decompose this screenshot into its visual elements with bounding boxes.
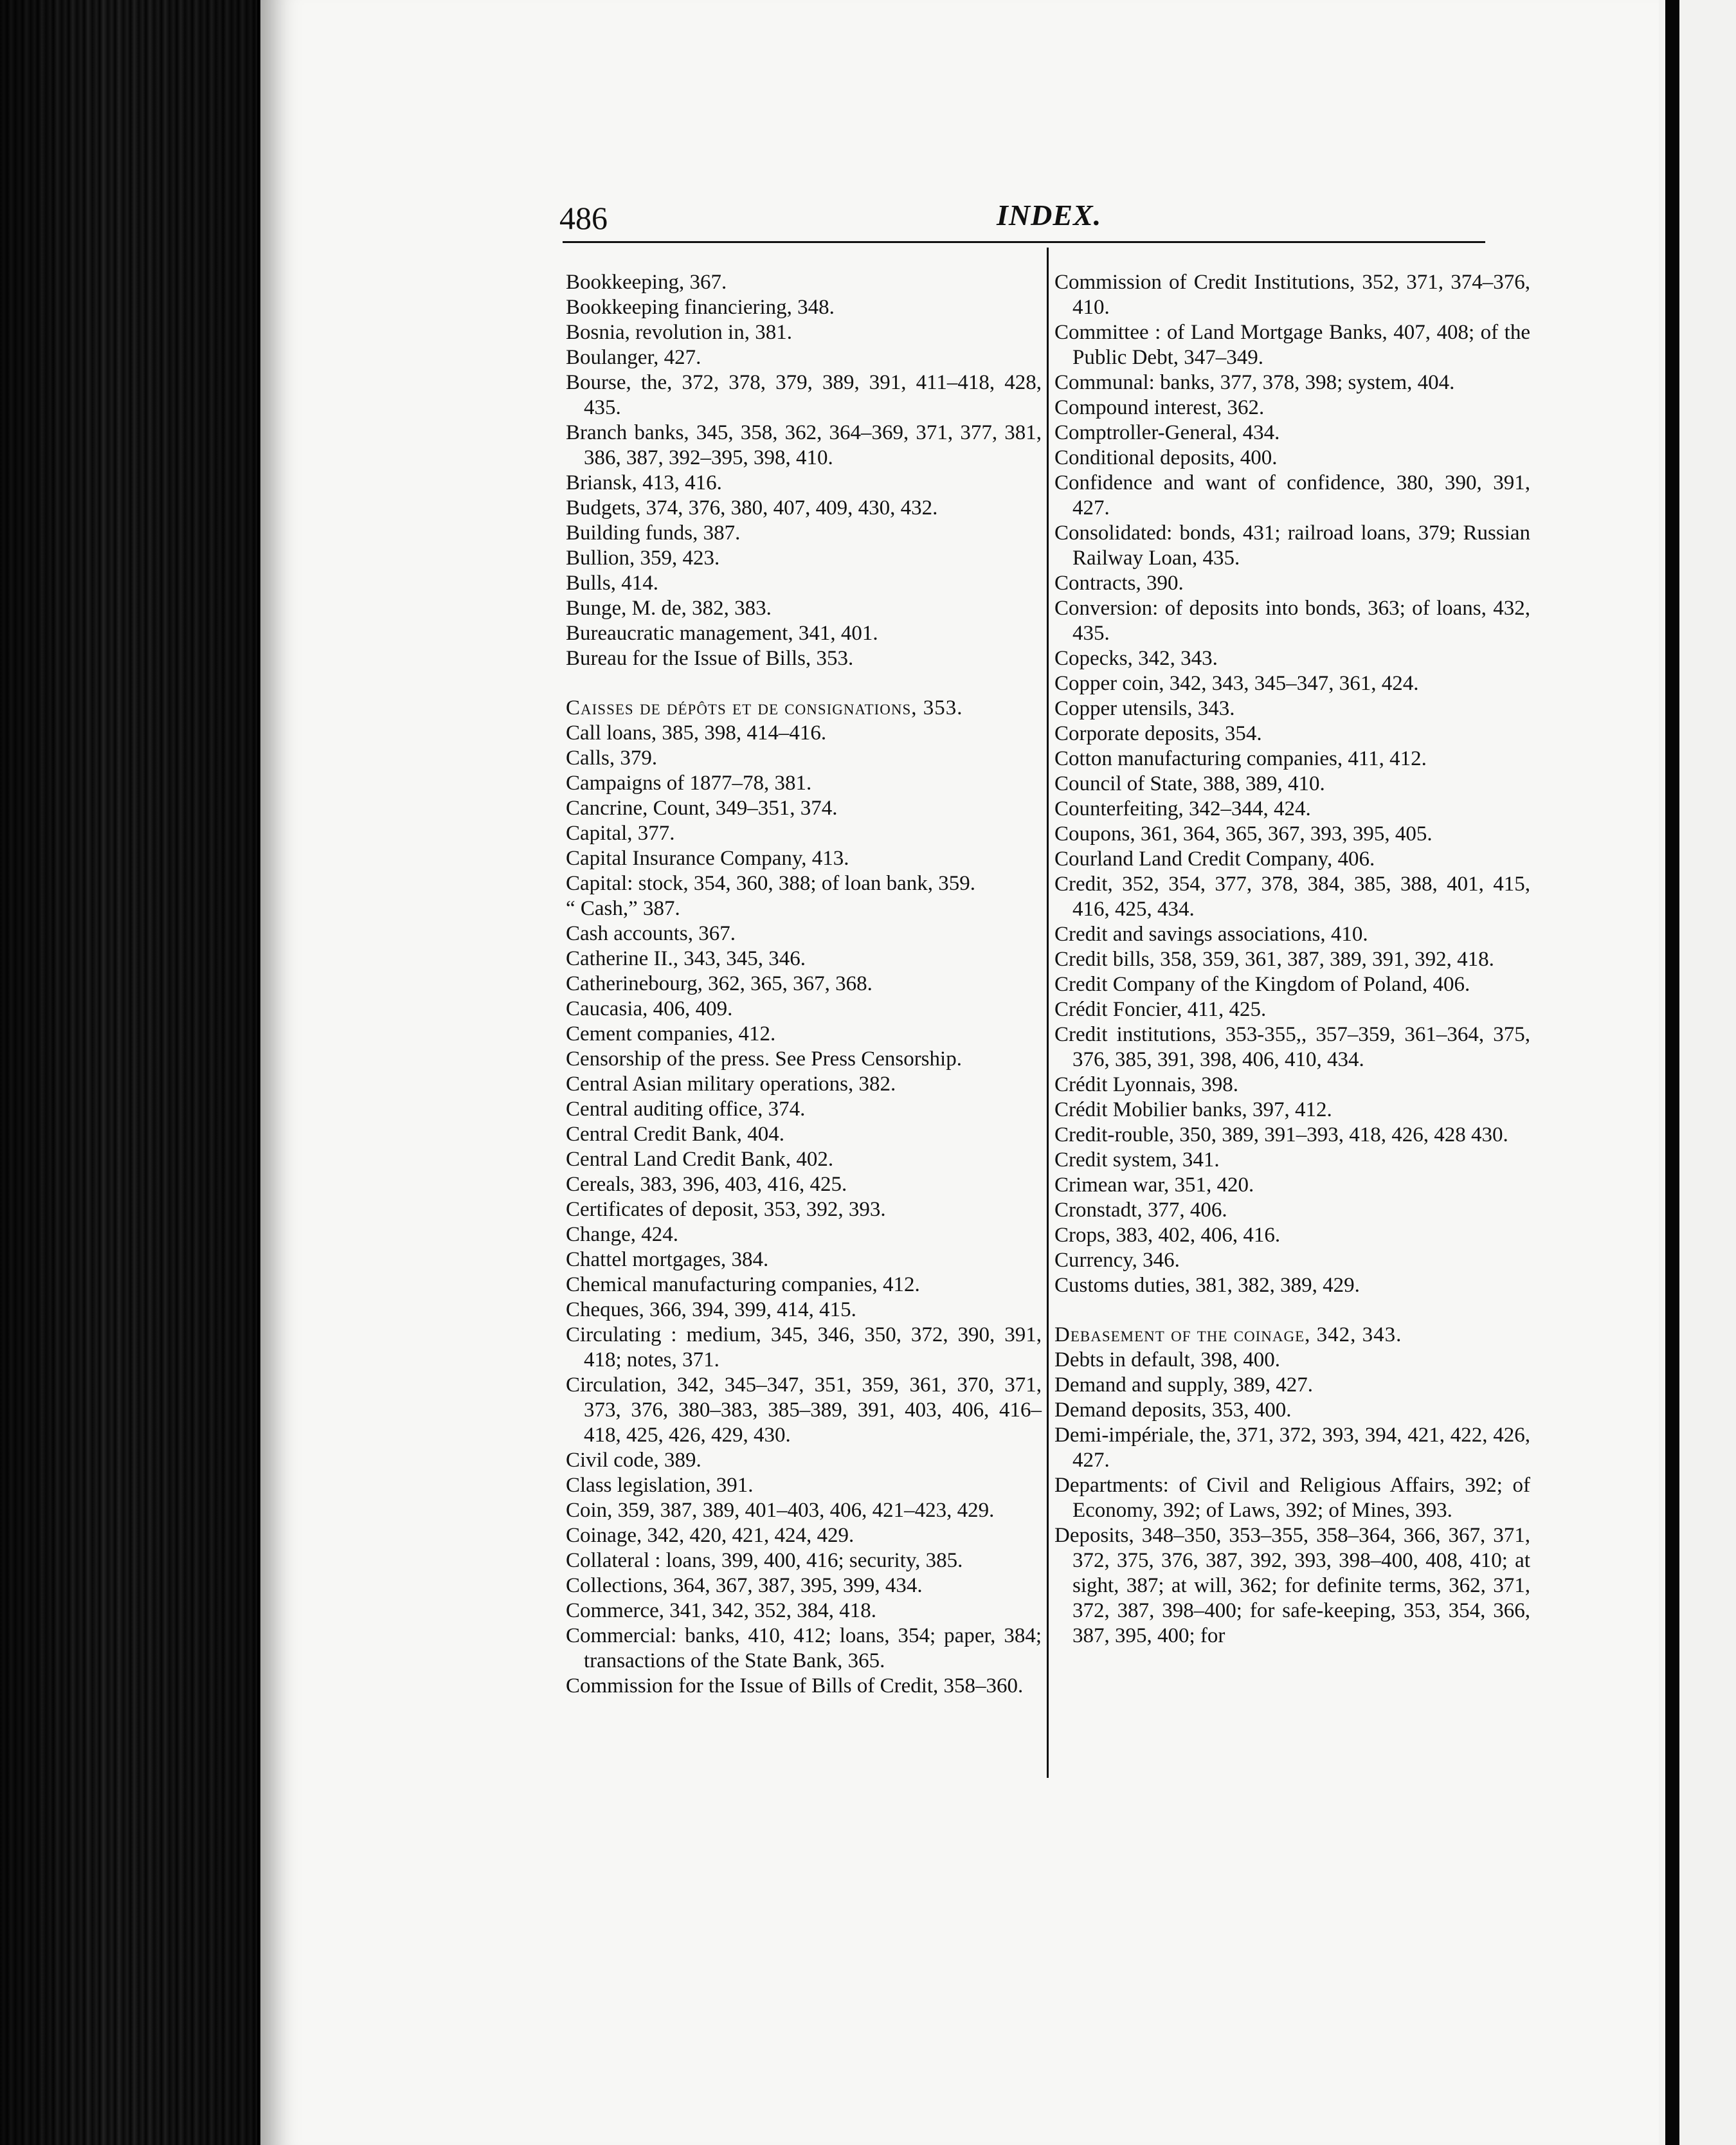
index-entry: Counterfeiting, 342–344, 424.	[1054, 797, 1311, 820]
page-right-margin	[1659, 0, 1736, 2145]
column-divider	[1047, 248, 1049, 1778]
index-entry: Catherine II., 343, 345, 346.	[566, 947, 806, 970]
index-entry: Campaigns of 1877–78, 381.	[566, 772, 812, 795]
index-entry: Credit institutions, 353-355,, 357–359, 361–364, 375, 376, 385, 391, 398, 406, 410, 434.	[1054, 1023, 1530, 1071]
index-entry: Caucasia, 406, 409.	[566, 997, 733, 1020]
index-entry: Class legislation, 391.	[566, 1474, 754, 1497]
index-entry: Bookkeeping financiering, 348.	[566, 296, 835, 319]
index-entry: Cement companies, 412.	[566, 1022, 776, 1045]
index-entry: Budgets, 374, 376, 380, 407, 409, 430, 432.	[566, 496, 938, 520]
index-entry: Courland Land Credit Company, 406.	[1054, 847, 1375, 871]
index-entry: Cronstadt, 377, 406.	[1054, 1199, 1227, 1222]
index-entry: Coin, 359, 387, 389, 401–403, 406, 421–423, 429.	[566, 1499, 995, 1522]
index-entry: Currency, 346.	[1054, 1249, 1180, 1272]
index-entry: Bureaucratic management, 341, 401.	[566, 622, 878, 645]
index-entry: Circulation, 342, 345–347, 351, 359, 361, 370, 371, 373, 376, 380–383, 385–389, 391, 403, 406, 416–418, 425, 426, 429, 430.	[566, 1373, 1042, 1447]
index-entry: Confidence and want of confidence, 380, 390, 391, 427.	[1054, 471, 1530, 520]
index-entry: Chemical manufacturing companies, 412.	[566, 1273, 920, 1296]
index-entry: Crimean war, 351, 420.	[1054, 1173, 1254, 1197]
index-entry: Deposits, 348–350, 353–355, 358–364, 366, 367, 371, 372, 375, 376, 387, 392, 393, 398–400, 408, 410; at sight, 387; at will, 362; for definite terms, 362, 371, 372, 387, 398–400; for safe-keeping, 353, 354, 366, 387, 395, 400; for	[1054, 1524, 1530, 1647]
index-entry: Bunge, M. de, 382, 383.	[566, 597, 772, 620]
index-entry: Central Asian military operations, 382.	[566, 1072, 896, 1096]
index-entry: Crédit Foncier, 411, 425.	[1054, 998, 1267, 1021]
index-entry: Capital, 377.	[566, 822, 675, 845]
index-entry: Demand deposits, 353, 400.	[1054, 1398, 1292, 1422]
index-entry: Copper coin, 342, 343, 345–347, 361, 424.	[1054, 672, 1419, 695]
index-entry: Compound interest, 362.	[1054, 396, 1265, 419]
index-entry: Central Credit Bank, 404.	[566, 1123, 785, 1146]
index-entry: Call loans, 385, 398, 414–416.	[566, 721, 827, 745]
index-entry: Cancrine, Count, 349–351, 374.	[566, 797, 838, 820]
index-entry: Calls, 379.	[566, 747, 658, 770]
index-entry: Circulating : medium, 345, 346, 350, 372, 390, 391, 418; notes, 371.	[566, 1323, 1042, 1371]
index-entry: Bureau for the Issue of Bills, 353.	[566, 647, 854, 670]
index-entry: Crédit Mobilier banks, 397, 412.	[1054, 1098, 1332, 1121]
index-entry: Bulls, 414.	[566, 572, 658, 595]
page-number: 486	[559, 200, 608, 236]
index-entry: Cotton manufacturing companies, 411, 412.	[1054, 747, 1427, 770]
index-entry: Debasement of the coinage, 342, 343.	[1054, 1323, 1402, 1346]
index-entry: Capital: stock, 354, 360, 388; of loan bank, 359.	[566, 872, 976, 895]
index-entry: Departments: of Civil and Religious Affairs, 392; of Economy, 392; of Laws, 392; of Mines, 393.	[1054, 1474, 1530, 1522]
index-entry: Bullion, 359, 423.	[566, 547, 720, 570]
index-entry: Civil code, 389.	[566, 1449, 701, 1472]
spine-shadow	[0, 0, 257, 2145]
index-entry: Copper utensils, 343.	[1054, 697, 1235, 720]
index-entry: Crops, 383, 402, 406, 416.	[1054, 1224, 1281, 1247]
index-entry: Commission of Credit Institutions, 352, 371, 374–376, 410.	[1054, 271, 1530, 319]
index-entry: Credit bills, 358, 359, 361, 387, 389, 391, 392, 418.	[1054, 948, 1494, 971]
index-entry: Customs duties, 381, 382, 389, 429.	[1054, 1274, 1360, 1297]
index-entry: Cash accounts, 367.	[566, 922, 736, 945]
index-entry: Branch banks, 345, 358, 362, 364–369, 371, 377, 381, 386, 387, 392–395, 398, 410.	[566, 421, 1042, 469]
index-entry: Communal: banks, 377, 378, 398; system, 404.	[1054, 371, 1455, 394]
index-column-right	[1054, 270, 1530, 1649]
index-entry: Briansk, 413, 416.	[566, 471, 722, 494]
index-entry: Bookkeeping, 367.	[566, 271, 727, 294]
running-title: INDEX.	[997, 199, 1102, 231]
index-entry: Demand and supply, 389, 427.	[1054, 1373, 1314, 1397]
index-entry: Collateral : loans, 399, 400, 416; security, 385.	[566, 1549, 963, 1572]
index-entry: Demi-impériale, the, 371, 372, 393, 394, 421, 422, 426, 427.	[1054, 1424, 1530, 1472]
index-entry: Coinage, 342, 420, 421, 424, 429.	[566, 1524, 854, 1547]
index-entry: Certificates of deposit, 353, 392, 393.	[566, 1198, 886, 1221]
index-entry: Commerce, 341, 342, 352, 384, 418.	[566, 1599, 877, 1622]
index-entry: Commission for the Issue of Bills of Credit, 358–360.	[566, 1674, 1024, 1697]
index-entry: Credit Company of the Kingdom of Poland, 406.	[1054, 973, 1470, 996]
index-entry: Committee : of Land Mortgage Banks, 407, 408; of the Public Debt, 347–349.	[1054, 321, 1530, 369]
index-entry: Cheques, 366, 394, 399, 414, 415.	[566, 1298, 856, 1321]
index-entry: Conditional deposits, 400.	[1054, 446, 1278, 469]
index-entry: Copecks, 342, 343.	[1054, 647, 1218, 670]
index-entry: Change, 424.	[566, 1223, 679, 1246]
index-entry: Bourse, the, 372, 378, 379, 389, 391, 411–418, 428, 435.	[566, 371, 1042, 419]
index-entry: Consolidated: bonds, 431; railroad loans, 379; Russian Railway Loan, 435.	[1054, 521, 1530, 570]
index-entry: Cereals, 383, 396, 403, 416, 425.	[566, 1173, 847, 1196]
index-entry: Boulanger, 427.	[566, 346, 701, 369]
index-entry: Building funds, 387.	[566, 521, 741, 545]
index-entry: Comptroller-General, 434.	[1054, 421, 1280, 444]
index-entry: Credit system, 341.	[1054, 1148, 1220, 1172]
index-entry: Coupons, 361, 364, 365, 367, 393, 395, 405.	[1054, 822, 1433, 846]
index-entry: Debts in default, 398, 400.	[1054, 1348, 1281, 1371]
index-entry: “ Cash,” 387.	[566, 897, 680, 920]
index-entry: Commercial: banks, 410, 412; loans, 354; paper, 384; transactions of the State Bank, 365.	[566, 1624, 1042, 1672]
index-entry: Credit, 352, 354, 377, 378, 384, 385, 388, 401, 415, 416, 425, 434.	[1054, 873, 1530, 921]
index-entry: Catherinebourg, 362, 365, 367, 368.	[566, 972, 873, 995]
index-entry: Bosnia, revolution in, 381.	[566, 321, 792, 344]
index-entry: Council of State, 388, 389, 410.	[1054, 772, 1325, 795]
index-entry: Crédit Lyonnais, 398.	[1054, 1073, 1238, 1096]
index-entry: Contracts, 390.	[1054, 572, 1184, 595]
index-entry: Caisses de dépôts et de consignations, 353.	[566, 696, 963, 720]
index-entry: Corporate deposits, 354.	[1054, 722, 1262, 745]
header-rule	[563, 241, 1485, 243]
index-entry: Credit and savings associations, 410.	[1054, 923, 1368, 946]
index-column-left	[566, 270, 1042, 1699]
index-entry: Capital Insurance Company, 413.	[566, 847, 849, 870]
index-entry: Censorship of the press. See Press Censorship.	[566, 1047, 962, 1071]
index-entry: Conversion: of deposits into bonds, 363; of loans, 432, 435.	[1054, 597, 1530, 645]
index-entry: Central auditing office, 374.	[566, 1098, 806, 1121]
index-entry: Collections, 364, 367, 387, 395, 399, 434.	[566, 1574, 923, 1597]
index-entry: Central Land Credit Bank, 402.	[566, 1148, 834, 1171]
scan-border-bar	[1665, 0, 1679, 2145]
index-entry: Chattel mortgages, 384.	[566, 1248, 769, 1271]
index-entry: Credit-rouble, 350, 389, 391–393, 418, 426, 428 430.	[1054, 1123, 1508, 1146]
